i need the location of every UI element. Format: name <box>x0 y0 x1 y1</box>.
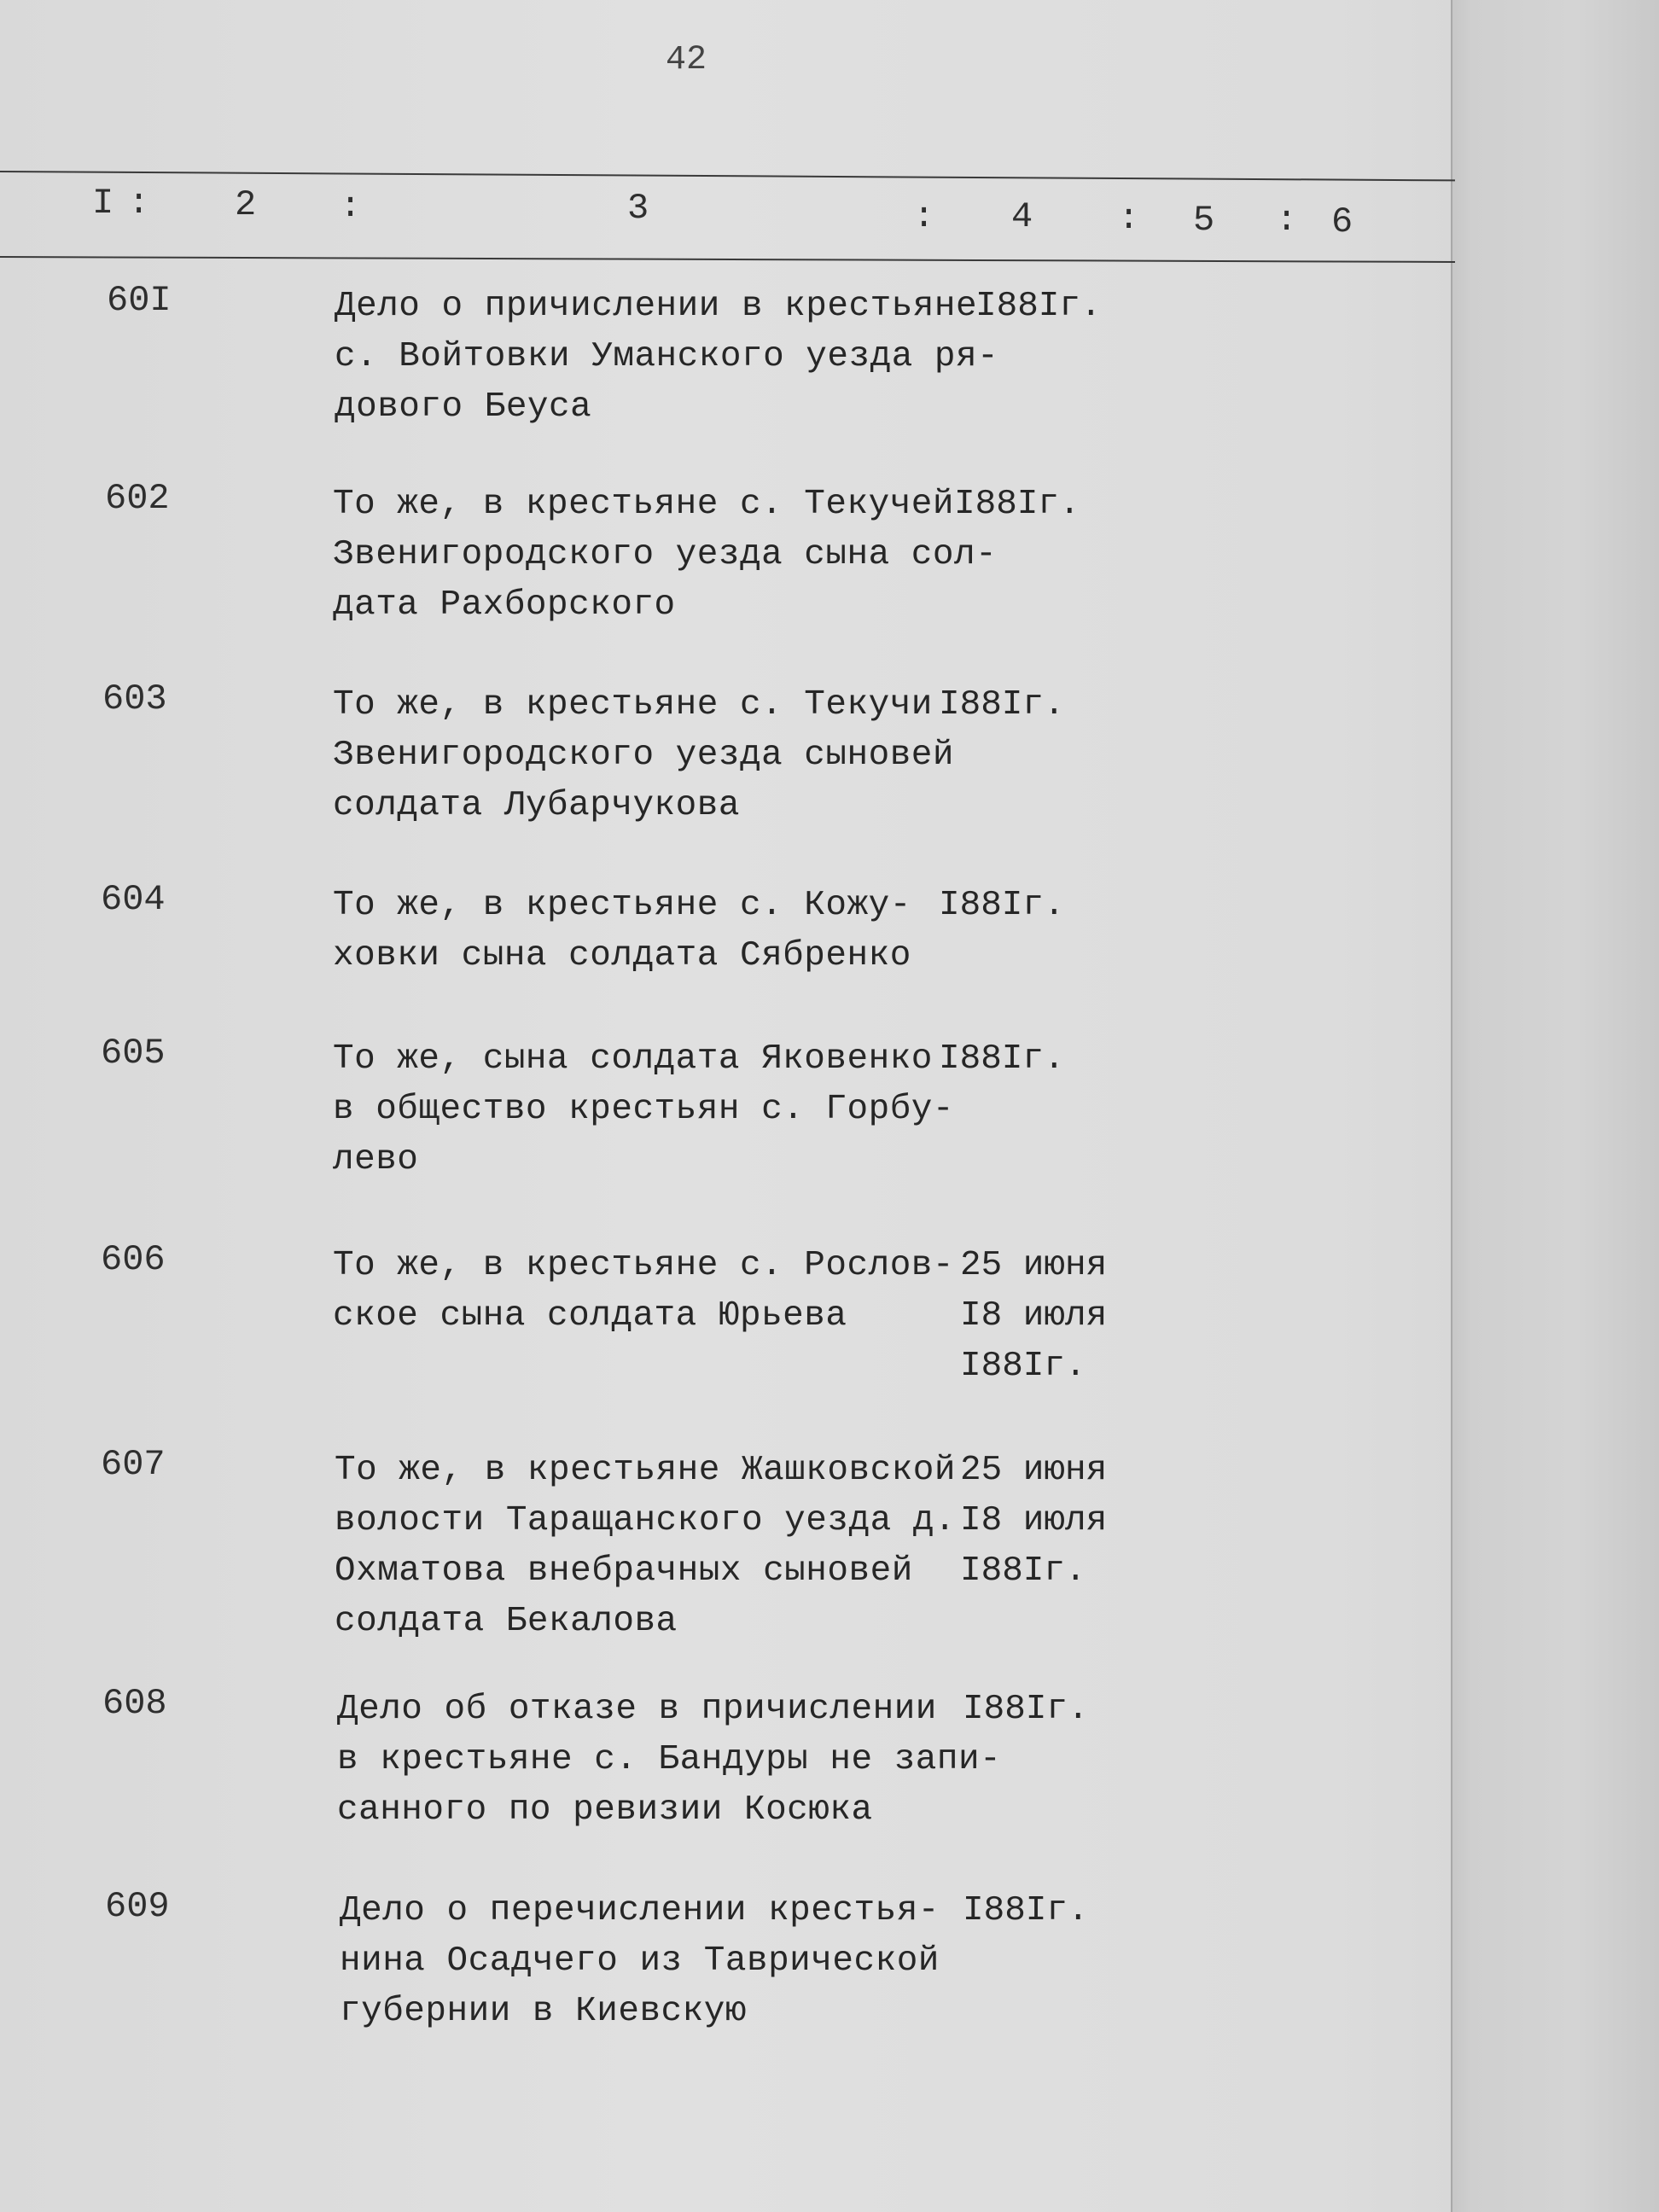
entry-description-line: Дело о причислении в крестьяне <box>335 287 978 326</box>
column-separator: : <box>340 186 362 227</box>
entry-description <box>333 881 981 981</box>
entry-date-line: I88Iг. <box>960 1551 1086 1591</box>
entry-description-line: волости Таращанского уезда д. <box>335 1501 957 1540</box>
column-separator: : <box>913 196 935 237</box>
entry-date <box>939 881 1065 931</box>
entry-description-line: дового Беуса <box>335 387 592 427</box>
header-bottom-rule <box>0 256 1455 263</box>
entry-description <box>333 680 981 831</box>
entry-description-line: Охматова внебрачных сыновей <box>335 1551 913 1591</box>
entry-number: 608 <box>102 1683 167 1724</box>
page-edge-line <box>1451 0 1452 2212</box>
entry-date-line: 25 июня <box>960 1451 1108 1490</box>
column-header-2: 2 <box>235 184 257 225</box>
entry-number: 602 <box>105 478 170 519</box>
entry-number: 604 <box>101 879 166 920</box>
entry-number: 609 <box>105 1886 170 1927</box>
entry-date-line: 25 июня <box>960 1246 1108 1285</box>
entry-description-line: в крестьяне с. Бандуры не запи- <box>337 1740 1002 1779</box>
column-header-4: 4 <box>1011 196 1033 237</box>
entry-date-line: I88Iг. <box>963 1891 1089 1930</box>
entry-description-line: дата Рахборского <box>333 585 676 625</box>
column-header-1: I <box>92 183 114 224</box>
entry-number: 607 <box>101 1444 166 1485</box>
column-header-5: 5 <box>1193 200 1215 241</box>
column-header-6: 6 <box>1331 201 1353 242</box>
entry-date-line: I88Iг. <box>939 886 1065 925</box>
entry-description-line: нина Осадчего из Таврической <box>340 1941 940 1981</box>
entry-description-line: То же, в крестьяне с. Текучи <box>333 685 933 725</box>
column-header-3: 3 <box>627 188 649 229</box>
header-top-rule <box>0 171 1455 181</box>
entry-date-line: I88Iг. <box>975 287 1102 326</box>
column-separator: : <box>1276 200 1298 241</box>
entry-description-line: То же, в крестьяне с. Текучей <box>333 485 955 524</box>
entry-date-line: I8 июля <box>960 1296 1108 1336</box>
entry-description-line: ское сына солдата Юрьева <box>333 1296 847 1336</box>
entry-date-line: I88Iг. <box>954 485 1080 524</box>
entry-description-line: Звенигородского уезда сыновей <box>333 736 955 775</box>
entry-date <box>960 1241 1107 1392</box>
entry-date-line: I88Iг. <box>939 1039 1065 1079</box>
page-edge-shadow <box>1451 0 1659 2212</box>
entry-number: 603 <box>102 678 167 719</box>
entry-description-line: санного по ревизии Косюка <box>337 1790 873 1830</box>
entry-description <box>335 282 999 433</box>
entry-description-line: То же, в крестьяне Жашковской <box>335 1451 957 1490</box>
entry-description-line: солдата Бекалова <box>335 1602 678 1641</box>
entry-date-line: I88Iг. <box>939 685 1065 725</box>
entry-date-line: I88Iг. <box>963 1690 1089 1729</box>
entry-date <box>939 1034 1065 1085</box>
entry-number: 60I <box>107 280 172 321</box>
entry-description-line: с. Войтовки Уманского уезда ря- <box>335 337 999 376</box>
entry-date-line: I88Iг. <box>960 1347 1086 1386</box>
entry-description-line: Дело об отказе в причислении <box>337 1690 937 1729</box>
entry-description-line: губернии в Киевскую <box>340 1992 747 2031</box>
entry-number: 605 <box>101 1033 166 1074</box>
entry-date <box>963 1886 1089 1936</box>
entry-description-line: в общество крестьян с. Горбу- <box>333 1090 955 1129</box>
entry-date <box>963 1685 1089 1735</box>
entry-description-line: То же, в крестьяне с. Рослов- <box>333 1246 955 1285</box>
entry-description <box>337 1685 1002 1836</box>
entry-date <box>954 480 1080 530</box>
entry-date <box>975 282 1102 332</box>
entry-description <box>333 1241 981 1342</box>
entry-description-line: лево <box>333 1140 419 1179</box>
column-separator: : <box>128 183 150 224</box>
entry-description-line: солдата Лубарчукова <box>333 786 740 825</box>
entry-description-line: Звенигородского уезда сына сол- <box>333 535 998 574</box>
entry-date <box>939 680 1065 731</box>
entry-description <box>333 1034 981 1185</box>
column-separator: : <box>1118 198 1140 239</box>
entry-number: 606 <box>101 1239 166 1280</box>
entry-description-line: Дело о перечислении крестья- <box>340 1891 940 1930</box>
entry-description-line: То же, в крестьяне с. Кожу- <box>333 886 911 925</box>
entry-description <box>335 1446 983 1647</box>
page-number: 42 <box>666 41 707 79</box>
entry-description-line: То же, сына солдата Яковенко <box>333 1039 933 1079</box>
entry-description-line: ховки сына солдата Сябренко <box>333 936 911 975</box>
entry-date-line: I8 июля <box>960 1501 1108 1540</box>
entry-description <box>333 480 998 631</box>
entry-date <box>960 1446 1107 1597</box>
entry-description <box>340 1886 988 2037</box>
